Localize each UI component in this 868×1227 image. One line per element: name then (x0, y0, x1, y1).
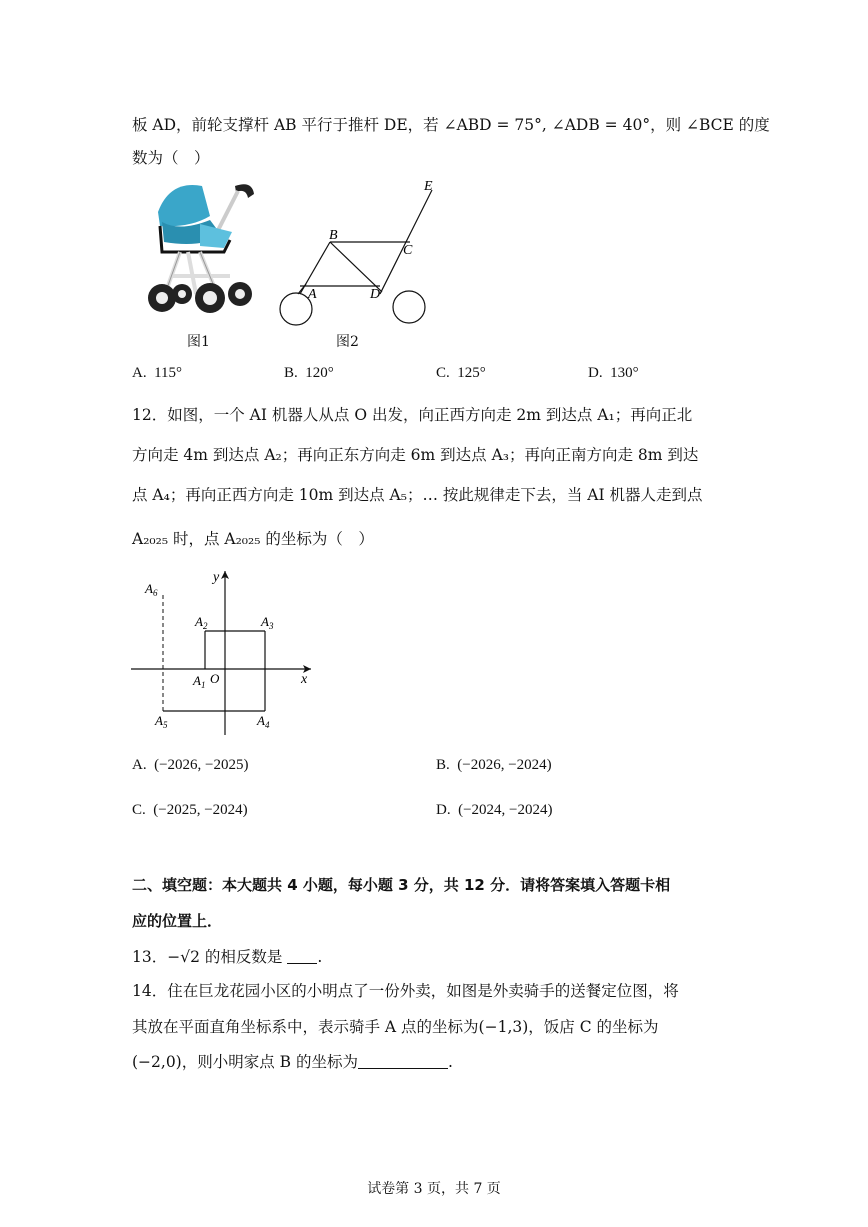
q12-line-1: 12．如图，一个 AI 机器人从点 O 出发，向正西方向走 2m 到达点 A₁；再向正北 (132, 406, 693, 424)
axis-x-label: x (301, 672, 308, 687)
q12-option-c[interactable]: C. (−2025, −2024) (132, 802, 248, 818)
label-B: B (329, 228, 338, 243)
stroller-image (140, 176, 260, 316)
label-A6: $A_6$ (145, 581, 158, 598)
section2-line-2: 应的位置上． (132, 912, 223, 930)
label-A5: $A_5$ (155, 713, 168, 730)
q14-line-1: 14．住在巨龙花园小区的小明点了一份外卖，如图是外卖骑手的送餐定位图，将 (132, 982, 679, 1000)
label-D: D (370, 287, 381, 302)
q11-option-a[interactable]: A. 115° (132, 365, 183, 381)
q11-line-2: 数为（ ） (132, 149, 210, 167)
label-O: O (210, 671, 220, 686)
stroller-diagram (270, 176, 440, 331)
robot-path-graph (125, 565, 325, 740)
q11-line-1: 板 AD，前轮支撑杆 AB 平行于推杆 DE，若 ∠ABD = 75°, ∠ADB = 40°，则 ∠BCE 的度 (132, 116, 770, 134)
q12-option-a[interactable]: A. (−2026, −2025) (132, 757, 249, 773)
page-footer: 试卷第 3 页，共 7 页 (367, 1181, 501, 1197)
q11-option-d[interactable]: D. 130° (588, 365, 639, 381)
q12-option-b[interactable]: B. (−2026, −2024) (436, 757, 552, 773)
q12-line-4: A₂₀₂₅ 时，点 A₂₀₂₅ 的坐标为（ ） (132, 530, 374, 548)
q14-line-3: (−2,0)，则小明家点 B 的坐标为 . (132, 1053, 453, 1071)
label-E: E (424, 179, 433, 194)
q14-answer-blank[interactable] (358, 1054, 448, 1069)
label-A4: $A_4$ (257, 713, 270, 730)
q13-answer-blank[interactable] (287, 949, 317, 964)
section2-line-1: 二、填空题：本大题共 4 小题，每小题 3 分，共 12 分．请将答案填入答题卡相 (132, 876, 671, 894)
label-A1: $A_1$ (193, 673, 206, 690)
label-A3: $A_3$ (261, 614, 274, 631)
q14-line-2: 其放在平面直角坐标系中，表示骑手 A 点的坐标为(−1,3)，饭店 C 的坐标为 (132, 1018, 659, 1036)
q13-expression: −√2 (167, 948, 200, 966)
q12-option-d[interactable]: D. (−2024, −2024) (436, 802, 553, 818)
label-A2: $A_2$ (195, 614, 208, 631)
q11-option-c[interactable]: C. 125° (436, 365, 486, 381)
label-A: A (308, 287, 317, 302)
q11-option-b[interactable]: B. 120° (284, 365, 334, 381)
figure1-caption: 图1 (187, 334, 210, 350)
figure2-caption: 图2 (336, 334, 359, 350)
axis-y-label: y (213, 570, 220, 585)
q12-line-2: 方向走 4m 到达点 A₂；再向正东方向走 6m 到达点 A₃；再向正南方向走 8m 到达 (132, 446, 699, 464)
q12-line-3: 点 A₄；再向正西方向走 10m 到达点 A₅；… 按此规律走下去，当 AI 机器人走到点 (132, 486, 703, 504)
q13-line: 13．−√2 的相反数是 . (132, 948, 323, 966)
label-C: C (403, 243, 413, 258)
